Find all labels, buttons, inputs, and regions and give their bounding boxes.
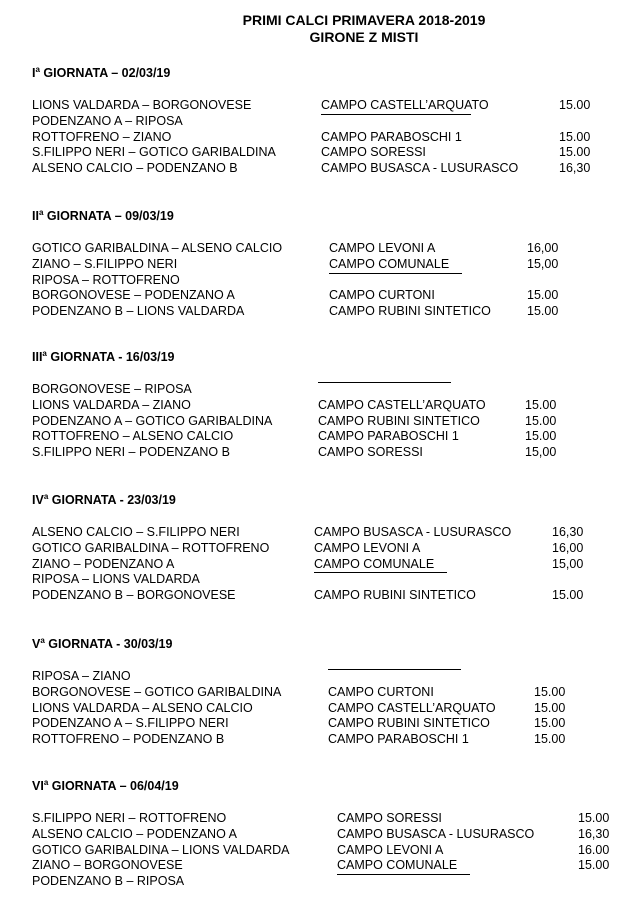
match-venue: CAMPO RUBINI SINTETICO (314, 588, 476, 603)
match-row (32, 382, 622, 398)
match-time: 16,30 (552, 525, 584, 539)
round-numeral: III (32, 350, 43, 364)
match-row (32, 685, 622, 701)
match-teams: ALSENO CALCIO – S.FILIPPO NERI (32, 525, 240, 539)
match-list (32, 382, 622, 461)
venue-blank-line (329, 273, 462, 274)
match-time: 16,30 (578, 826, 610, 841)
round-label: GIORNATA (50, 350, 115, 364)
match-row (32, 114, 622, 130)
match-time: 15.00 (525, 397, 557, 412)
round-section (32, 350, 622, 461)
round-numeral: V (32, 637, 41, 651)
match-list (32, 98, 622, 177)
match-teams: GOTICO GARIBALDINA – ROTTOFRENO (32, 540, 270, 555)
match-teams: GOTICO GARIBALDINA – ALSENO CALCIO (32, 241, 283, 255)
match-venue: CAMPO RUBINI SINTETICO (328, 716, 490, 731)
match-teams: PODENZANO B – LIONS VALDARDA (32, 304, 245, 319)
round-heading (32, 350, 622, 365)
match-teams: RIPOSA – LIONS VALDARDA (32, 572, 200, 587)
round-date: - 30/03/19 (116, 637, 173, 651)
match-row (32, 98, 622, 114)
match-teams: ZIANO – S.FILIPPO NERI (32, 256, 178, 271)
round-numeral: II (32, 209, 39, 223)
match-time: 15.00 (525, 429, 557, 444)
match-time: 15,00 (525, 445, 557, 460)
match-row (32, 429, 622, 445)
match-time: 16,00 (552, 540, 584, 555)
match-row (32, 557, 622, 573)
match-venue: CAMPO RUBINI SINTETICO (318, 413, 480, 428)
match-row (32, 288, 622, 304)
match-time: 15.00 (578, 811, 610, 825)
round-section (32, 209, 622, 320)
round-date: – 02/03/19 (111, 66, 171, 80)
match-teams: PODENZANO A – S.FILIPPO NERI (32, 716, 229, 731)
round-section (32, 493, 622, 604)
round-heading (32, 779, 622, 794)
match-teams: BORGONOVESE – RIPOSA (32, 382, 192, 396)
round-section (32, 66, 622, 177)
match-time: 15.00 (552, 588, 584, 603)
match-row (32, 827, 622, 843)
match-time: 15.00 (534, 732, 566, 747)
round-numeral: I (32, 66, 36, 80)
match-venue: CAMPO RUBINI SINTETICO (329, 304, 491, 319)
match-time: 15.00 (559, 98, 591, 112)
round-label: GIORNATA (51, 493, 117, 507)
match-row (32, 241, 622, 257)
match-time: 15.00 (534, 700, 566, 715)
venue-blank-line (328, 669, 461, 670)
match-row (32, 669, 622, 685)
title-line-1: PRIMI CALCI PRIMAVERA 2018-2019 (242, 12, 486, 28)
venue-blank-line (314, 572, 447, 573)
match-row (32, 273, 622, 289)
match-teams: S.FILIPPO NERI – GOTICO GARIBALDINA (32, 145, 276, 160)
round-date: – 06/04/19 (119, 779, 179, 793)
match-venue: CAMPO LEVONI A (329, 241, 436, 255)
match-venue: CAMPO CASTELL’ARQUATO (328, 700, 496, 715)
match-venue: CAMPO BUSASCA - LUSURASCO (337, 826, 535, 841)
document-title (0, 12, 638, 46)
match-list (32, 811, 622, 890)
match-time: 16,00 (527, 241, 559, 255)
round-section (32, 637, 622, 748)
match-time: 15.00 (527, 288, 559, 303)
match-row (32, 257, 622, 273)
match-row (32, 161, 622, 177)
round-heading (32, 493, 622, 508)
match-time: 16.00 (578, 842, 610, 857)
match-time: 15.00 (559, 129, 591, 144)
match-row (32, 304, 622, 320)
match-teams: ROTTOFRENO – PODENZANO B (32, 732, 225, 747)
match-row (32, 145, 622, 161)
match-venue: CAMPO CASTELL’ARQUATO (321, 98, 489, 112)
round-heading (32, 209, 622, 224)
match-time: 15.00 (534, 716, 566, 731)
match-venue: CAMPO PARABOSCHI 1 (321, 129, 462, 144)
match-row (32, 716, 622, 732)
match-row (32, 858, 622, 874)
match-row (32, 811, 622, 827)
round-numeral-sup: a (35, 65, 40, 74)
round-heading (32, 637, 622, 652)
match-row (32, 701, 622, 717)
match-venue: CAMPO CASTELL’ARQUATO (318, 397, 486, 412)
match-teams: PODENZANO A – GOTICO GARIBALDINA (32, 413, 273, 428)
match-row (32, 588, 622, 604)
round-heading (32, 66, 622, 81)
match-teams: PODENZANO B – RIPOSA (32, 874, 185, 889)
match-time: 15.00 (559, 145, 591, 160)
round-numeral-sup: a (42, 349, 47, 358)
match-row (32, 572, 622, 588)
match-venue: CAMPO COMUNALE (337, 858, 458, 873)
match-row (32, 732, 622, 748)
match-venue: CAMPO COMUNALE (329, 256, 450, 271)
match-time: 15,00 (527, 256, 559, 271)
round-label: GIORNATA (51, 779, 117, 793)
venue-blank-line (318, 382, 451, 383)
match-row (32, 541, 622, 557)
match-row (32, 843, 622, 859)
match-venue: CAMPO PARABOSCHI 1 (328, 732, 469, 747)
match-teams: BORGONOVESE – PODENZANO A (32, 288, 235, 303)
venue-blank-line (337, 874, 470, 875)
match-teams: GOTICO GARIBALDINA – LIONS VALDARDA (32, 842, 290, 857)
match-list (32, 669, 622, 748)
match-venue: CAMPO PARABOSCHI 1 (318, 429, 459, 444)
round-numeral-sup: a (43, 778, 49, 787)
match-row (32, 130, 622, 146)
match-teams: ROTTOFRENO – ZIANO (32, 129, 172, 144)
match-venue: CAMPO COMUNALE (314, 556, 435, 571)
match-time: 15.00 (525, 413, 557, 428)
match-list (32, 525, 622, 604)
match-row (32, 414, 622, 430)
venue-blank-line (321, 114, 471, 115)
round-label: GIORNATA (48, 637, 113, 651)
match-venue: CAMPO BUSASCA - LUSURASCO (321, 161, 519, 176)
match-teams: LIONS VALDARDA – ALSENO CALCIO (32, 700, 253, 715)
match-row (32, 874, 622, 890)
round-section (32, 779, 622, 890)
match-time: 15,00 (552, 556, 584, 571)
match-venue: CAMPO CURTONI (329, 288, 435, 303)
match-teams: ZIANO – BORGONOVESE (32, 858, 183, 873)
match-teams: ZIANO – PODENZANO A (32, 556, 175, 571)
match-teams: PODENZANO A – RIPOSA (32, 113, 183, 128)
match-time: 16,30 (559, 161, 591, 176)
match-teams: S.FILIPPO NERI – ROTTOFRENO (32, 811, 227, 825)
match-teams: ALSENO CALCIO – PODENZANO A (32, 826, 237, 841)
match-teams: S.FILIPPO NERI – PODENZANO B (32, 445, 230, 460)
round-numeral: VI (32, 779, 44, 793)
match-venue: CAMPO CURTONI (328, 684, 434, 699)
match-list (32, 241, 622, 320)
match-venue: CAMPO SORESSI (337, 811, 442, 825)
round-date: - 23/03/19 (119, 493, 176, 507)
match-row (32, 525, 622, 541)
match-teams: LIONS VALDARDA – BORGONOVESE (32, 98, 252, 112)
match-teams: LIONS VALDARDA – ZIANO (32, 397, 191, 412)
match-venue: CAMPO LEVONI A (314, 540, 421, 555)
round-numeral: IV (32, 493, 44, 507)
match-teams: PODENZANO B – BORGONOVESE (32, 588, 236, 603)
match-venue: CAMPO LEVONI A (337, 842, 444, 857)
match-venue: CAMPO BUSASCA - LUSURASCO (314, 525, 512, 539)
round-label: GIORNATA (46, 209, 112, 223)
match-venue: CAMPO SORESSI (318, 445, 423, 460)
match-teams: RIPOSA – ZIANO (32, 669, 131, 683)
match-teams: ALSENO CALCIO – PODENZANO B (32, 161, 238, 176)
match-row (32, 398, 622, 414)
match-venue: CAMPO SORESSI (321, 145, 426, 160)
round-numeral-sup: a (38, 208, 44, 217)
match-time: 15.00 (527, 304, 559, 319)
match-time: 15.00 (578, 858, 610, 873)
title-line-2: GIRONE Z MISTI (309, 29, 419, 45)
round-date: – 09/03/19 (114, 209, 174, 223)
match-teams: RIPOSA – ROTTOFRENO (32, 272, 180, 287)
match-teams: BORGONOVESE – GOTICO GARIBALDINA (32, 684, 282, 699)
round-label: GIORNATA (43, 66, 108, 80)
round-numeral-sup: a (43, 492, 49, 501)
match-teams: ROTTOFRENO – ALSENO CALCIO (32, 429, 234, 444)
round-numeral-sup: a (40, 636, 45, 645)
match-time: 15.00 (534, 684, 566, 699)
match-row (32, 445, 622, 461)
round-date: - 16/03/19 (118, 350, 175, 364)
